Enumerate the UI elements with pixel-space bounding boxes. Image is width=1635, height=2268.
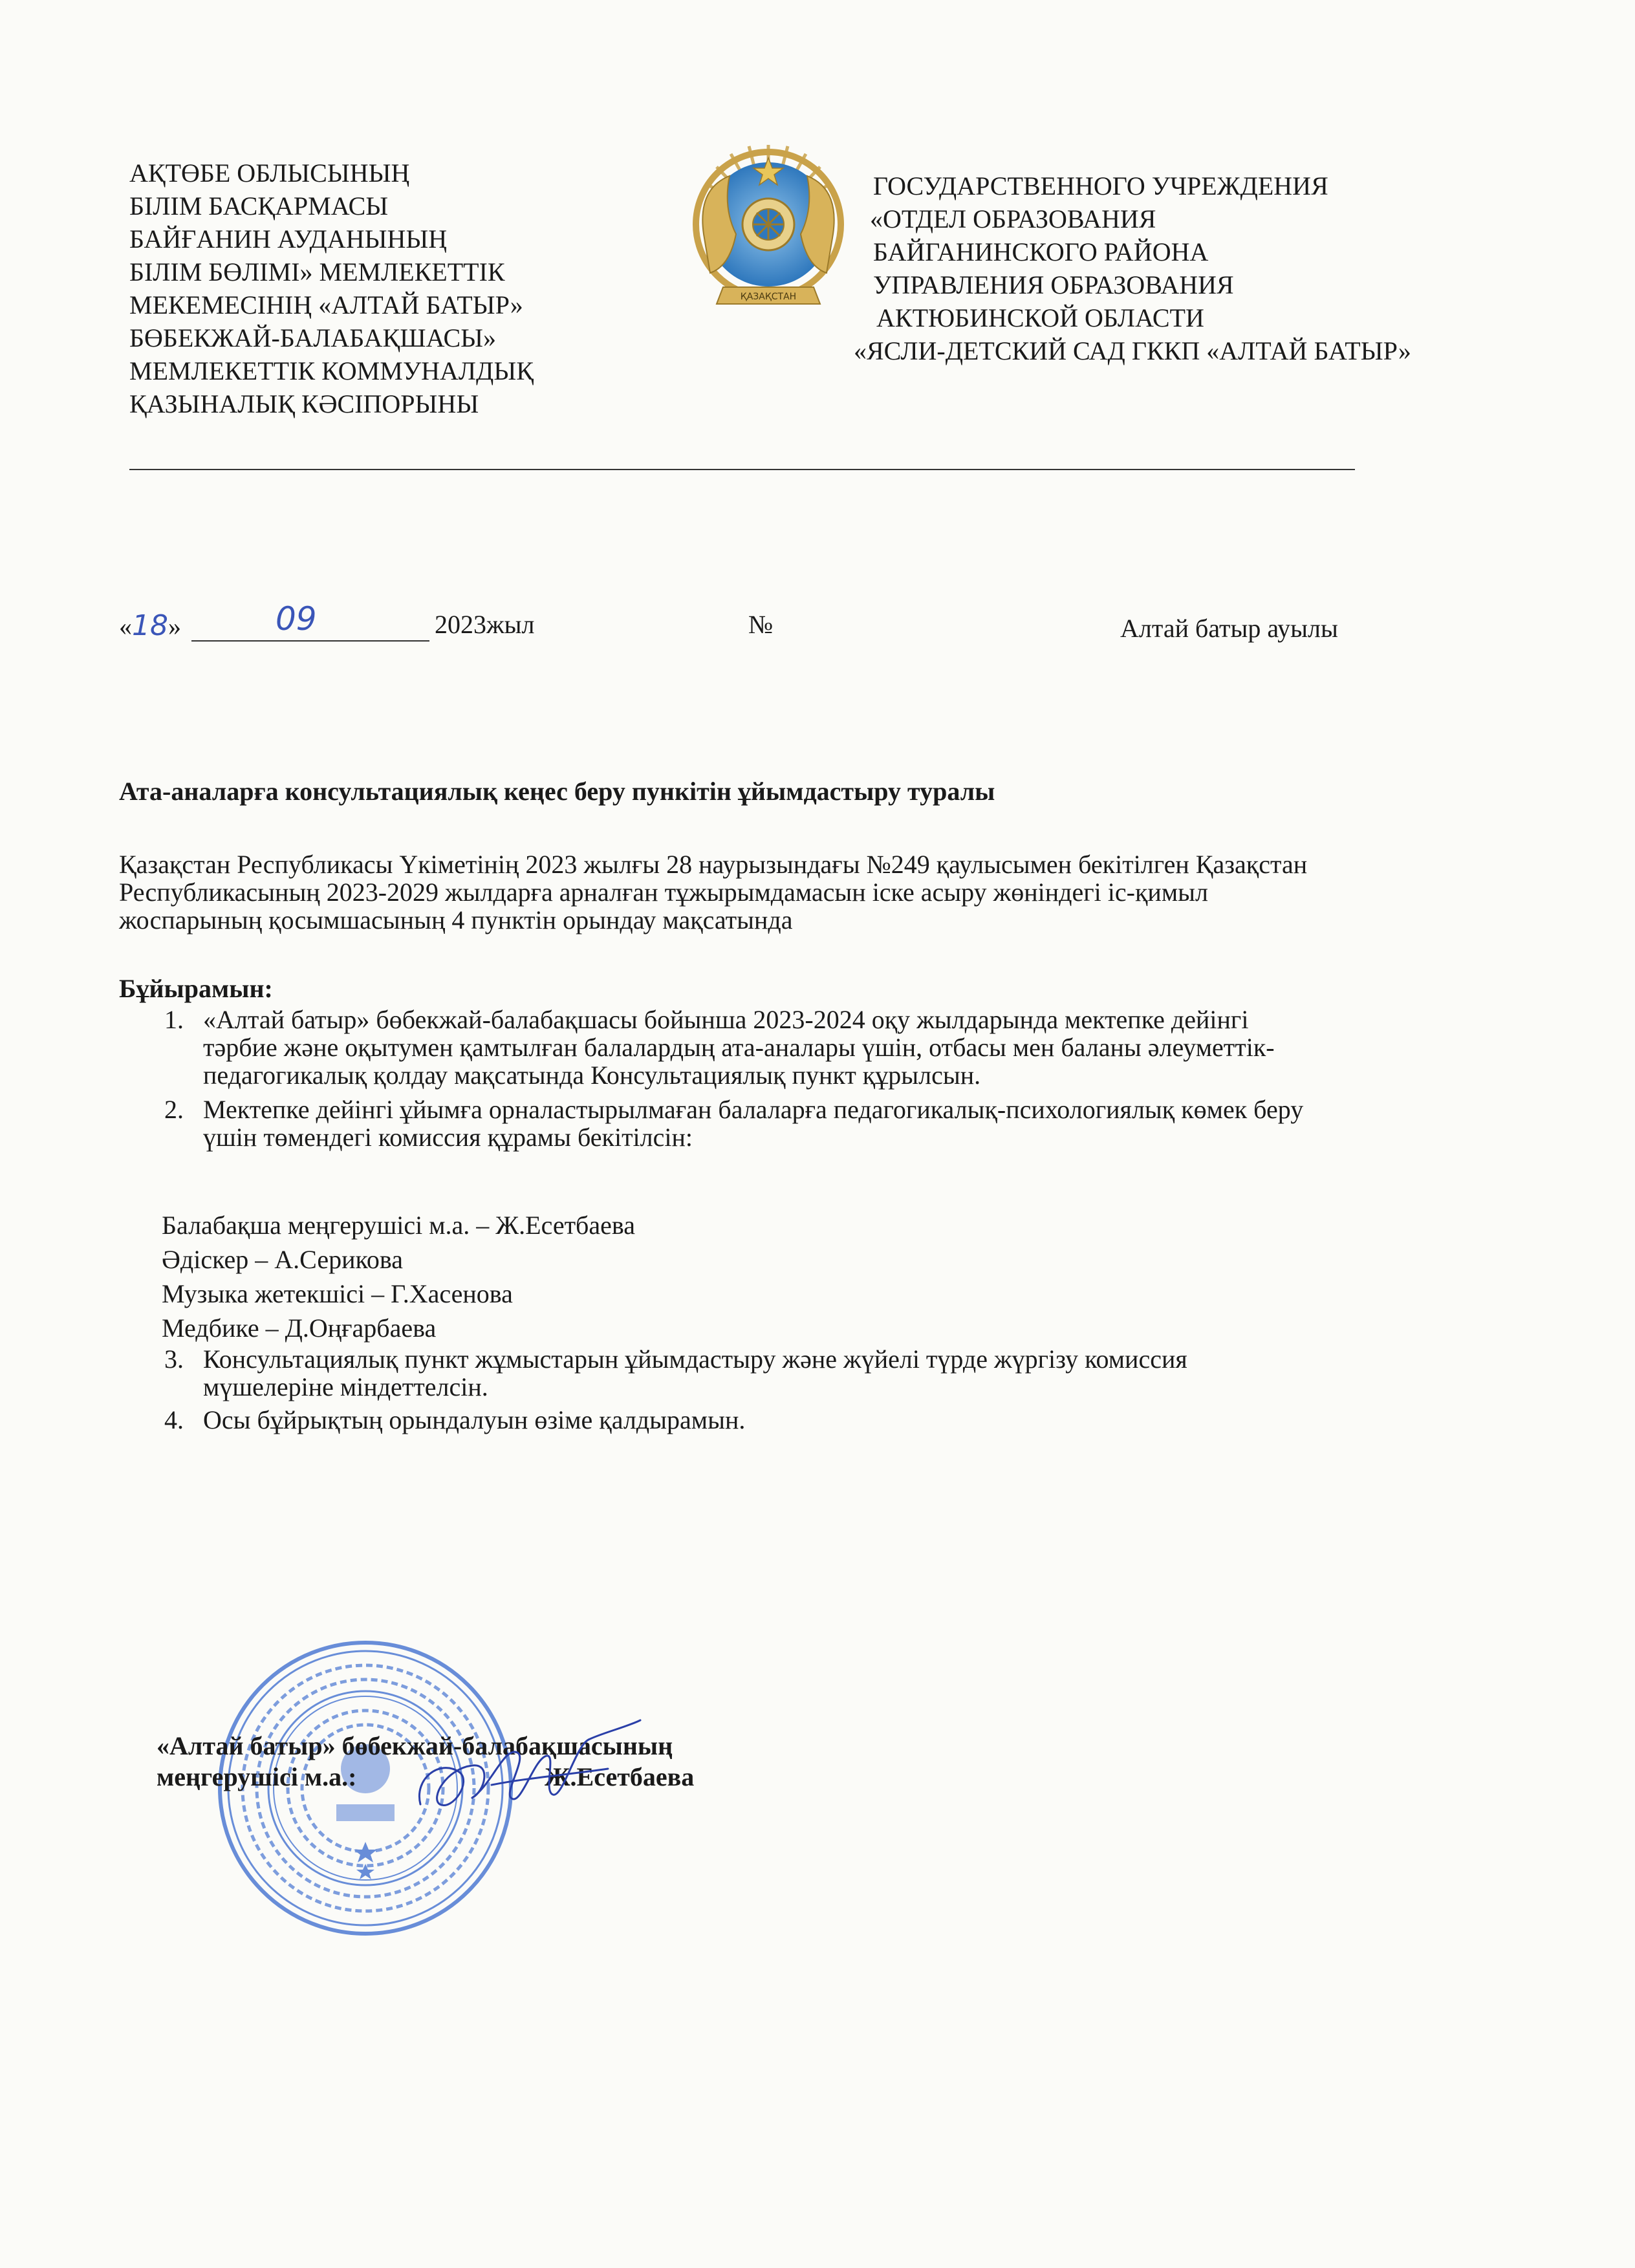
date-month-handwritten: 09 bbox=[276, 600, 317, 638]
date-month-field bbox=[191, 600, 429, 642]
order-item-line: тәрбие және оқытумен қамтылған балалардың ата-аналары үшін, отбасы мен баланы әлеуметтік- bbox=[203, 1033, 1275, 1062]
order-item-line: педагогикалық қолдау мақсатында Консультациялық пункт құрылсын. bbox=[203, 1061, 981, 1090]
commission-member: Балабақша меңгерушісі м.а. – Ж.Есетбаева bbox=[162, 1211, 636, 1240]
preamble-line: Республикасының 2023-2029 жылдарға арналған тұжырымдамасын іске асыру жөніндегі іс-қимыл bbox=[119, 878, 1208, 907]
order-items-list bbox=[119, 1006, 1542, 1151]
signature-position-line1: «Алтай батыр» бөбекжай-балабақшасының bbox=[157, 1731, 673, 1760]
order-item bbox=[119, 1096, 1542, 1151]
header-left-line: АҚТӨБЕ ОБЛЫСЫНЫҢ bbox=[129, 158, 410, 188]
commission-member: Медбике – Д.Оңғарбаева bbox=[162, 1313, 437, 1343]
handwritten-signature bbox=[395, 1707, 653, 1837]
header-right-line: УПРАВЛЕНИЯ ОБРАЗОВАНИЯ bbox=[873, 270, 1234, 299]
header-right-line: «ОТДЕЛ ОБРАЗОВАНИЯ bbox=[870, 204, 1156, 233]
commission-member: Әдіскер – А.Серикова bbox=[162, 1245, 404, 1274]
date-day-handwritten: 18 bbox=[132, 609, 168, 642]
date-open-quote: « bbox=[119, 612, 132, 641]
place-name: Алтай батыр ауылы bbox=[1120, 614, 1338, 643]
header-left-block bbox=[129, 157, 534, 420]
header-left-line: МЕМЛЕКЕТТІК КОММУНАЛДЫҚ bbox=[129, 356, 534, 385]
order-item-number: 3. bbox=[164, 1345, 184, 1374]
signature-position-line2: меңгерушісі м.а.: bbox=[157, 1762, 357, 1791]
preamble-line: жоспарының қосымшасының 4 пунктін орындау мақсатында bbox=[119, 905, 793, 934]
order-item-number: 4. bbox=[164, 1405, 184, 1434]
header-right-line: ГОСУДАРСТВЕННОГО УЧРЕЖДЕНИЯ bbox=[873, 171, 1328, 200]
signature-name: Ж.Есетбаева bbox=[545, 1762, 695, 1791]
header-left-line: ҚАЗЫНАЛЫҚ КӘСІПОРЫНЫ bbox=[129, 389, 479, 418]
order-item-number: 1. bbox=[164, 1005, 184, 1034]
commission-list bbox=[162, 1208, 635, 1345]
order-item-line: үшін төмендегі комиссия құрамы бекітілсін: bbox=[203, 1123, 693, 1152]
header-right-line: «ЯСЛИ-ДЕТСКИЙ САД ГККП «АЛТАЙ БАТЫР» bbox=[854, 336, 1411, 365]
order-item-line: Осы бұйрықтың орындалуын өзіме қалдырамын. bbox=[203, 1405, 746, 1434]
emblem-ribbon-text: ҚАЗАҚСТАН bbox=[740, 292, 797, 302]
commission-member: Музыка жетекшісі – Г.Хасенова bbox=[162, 1279, 513, 1308]
header-right-block bbox=[854, 169, 1411, 367]
header-left-line: БӨБЕКЖАЙ-БАЛАБАҚШАСЫ» bbox=[129, 323, 497, 352]
date-line bbox=[119, 600, 1374, 648]
order-items-list-continued bbox=[119, 1345, 1542, 1434]
order-item bbox=[119, 1345, 1542, 1401]
order-number-label: № bbox=[748, 610, 774, 639]
order-item bbox=[119, 1006, 1542, 1089]
header-left-line: БІЛІМ БАСҚАРМАСЫ bbox=[129, 191, 389, 221]
header-left-line: БАЙҒАНИН АУДАНЫНЫҢ bbox=[129, 224, 448, 254]
date-close-quote: » bbox=[168, 612, 181, 641]
preamble-line: Қазақстан Республикасы Үкіметінің 2023 жылғы 28 наурызындағы №249 қаулысымен бекітілген Қазақстан bbox=[119, 850, 1308, 879]
header-left-line: МЕКЕМЕСІНІҢ «АЛТАЙ БАТЫР» bbox=[129, 290, 523, 319]
order-item-line: Консультациялық пункт жұмыстарын ұйымдастыру және жүйелі түрде жүргізу комиссия bbox=[203, 1345, 1187, 1374]
header-left-line: БІЛІМ БӨЛІМІ» МЕМЛЕКЕТТІК bbox=[129, 257, 505, 286]
order-heading: Бұйырамын: bbox=[119, 974, 273, 1003]
preamble bbox=[119, 850, 1503, 934]
order-item-line: «Алтай батыр» бөбекжай-балабақшасы бойынша 2023-2024 оқу жылдарында мектепке дейінгі bbox=[203, 1005, 1249, 1034]
order-item-number: 2. bbox=[164, 1095, 184, 1124]
state-emblem-icon bbox=[691, 137, 846, 325]
order-item-line: Мектепке дейінгі ұйымға орналастырылмаған балаларға педагогикалық-психологиялық көмек беру bbox=[203, 1095, 1304, 1124]
header-right-line: БАЙГАНИНСКОГО РАЙОНА bbox=[873, 237, 1209, 266]
header-divider bbox=[129, 469, 1355, 470]
document-title: Ата-аналарға консультациялық кеңес беру пункітін ұйымдастыру туралы bbox=[119, 777, 995, 806]
date-year: 2023жыл bbox=[435, 610, 535, 639]
header-right-line: АКТЮБИНСКОЙ ОБЛАСТИ bbox=[876, 303, 1204, 332]
order-item-line: мүшелеріне міндеттелсін. bbox=[203, 1372, 488, 1401]
order-item bbox=[119, 1406, 1542, 1434]
